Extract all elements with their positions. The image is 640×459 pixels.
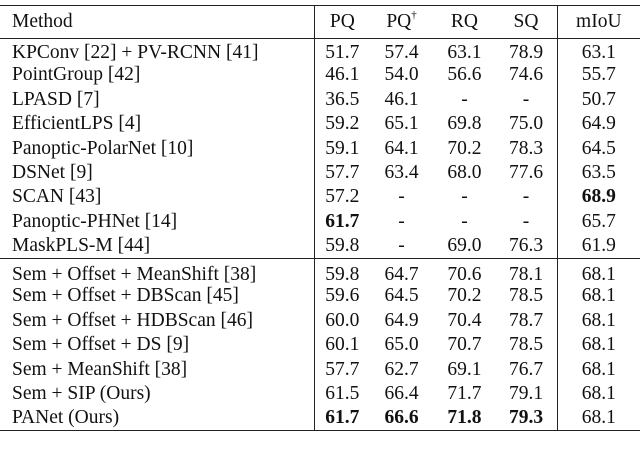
pq-cell: 57.7 [315, 357, 370, 381]
header-miou: mIoU [557, 6, 640, 39]
method-cell: DSNet [9] [12, 161, 93, 183]
table-row [0, 87, 640, 111]
dagger-mark: † [411, 9, 417, 22]
header-rq: RQ [433, 6, 495, 39]
method-cell: Panoptic-PHNet [14] [12, 210, 178, 232]
method-cell: Sem + Offset + DBScan [45] [12, 285, 239, 307]
miou-cell: 64.5 [557, 136, 640, 160]
miou-cell: 68.1 [557, 258, 640, 284]
pq-dagger-cell: 64.1 [384, 137, 419, 159]
pq-dagger-cell: 62.7 [384, 358, 419, 380]
sq-cell: 78.1 [495, 258, 557, 284]
rq-cell: 56.6 [447, 64, 482, 86]
miou-cell: 64.9 [557, 112, 640, 136]
rq-cell: 69.0 [433, 234, 495, 258]
sq-cell: 79.3 [495, 406, 557, 430]
header-method: Method [0, 6, 315, 39]
results-table [0, 5, 640, 431]
header-pq: PQ [315, 6, 370, 39]
table-group-prior-methods [0, 39, 640, 259]
sq-cell: 78.9 [508, 41, 544, 63]
rq-cell: 70.6 [433, 258, 495, 284]
miou-cell: 68.1 [557, 333, 640, 357]
miou-cell: 65.7 [557, 209, 640, 233]
rq-cell: 70.4 [447, 309, 482, 331]
miou-cell: 68.1 [557, 284, 640, 308]
method-cell: SCAN [43] [12, 186, 102, 208]
miou-cell: 50.7 [557, 87, 640, 111]
rq-cell: 70.2 [447, 137, 482, 159]
miou-cell: 55.7 [557, 63, 640, 87]
table-row [0, 39, 640, 63]
pq-dagger-cell: 66.6 [370, 406, 434, 430]
rq-cell: 69.8 [447, 113, 482, 135]
miou-cell: 68.1 [557, 406, 640, 430]
rq-cell: 70.7 [447, 334, 482, 356]
table-row [0, 136, 640, 160]
pq-cell: 57.7 [315, 160, 370, 184]
pq-cell: 59.8 [315, 258, 370, 284]
header-pq-dagger [370, 6, 434, 39]
pq-dagger-cell: - [370, 234, 434, 258]
table-row [0, 284, 640, 308]
table-row [0, 209, 640, 233]
method-cell: Sem + MeanShift [38] [12, 358, 188, 380]
method-cell: PANet (Ours) [0, 406, 315, 430]
pq-cell: 46.1 [315, 63, 370, 87]
pq-cell: 61.5 [315, 382, 370, 406]
pq-dagger-cell: 57.4 [384, 41, 419, 63]
pq-dagger-cell: 64.9 [384, 309, 419, 331]
table-group-ablation-methods [0, 258, 640, 430]
table-row [0, 406, 640, 430]
miou-cell: 61.9 [557, 234, 640, 258]
pq-cell: 60.1 [315, 333, 370, 357]
pq-cell: 59.2 [315, 112, 370, 136]
rq-cell: - [461, 88, 468, 110]
rq-cell: 70.2 [447, 285, 482, 307]
method-cell: LPASD [7] [12, 88, 100, 110]
miou-cell: 68.9 [557, 185, 640, 209]
pq-cell: 59.1 [315, 136, 370, 160]
miou-cell: 68.1 [557, 382, 640, 406]
table-row [0, 258, 640, 284]
rq-cell: - [461, 186, 468, 208]
pq-cell: 59.8 [315, 234, 370, 258]
miou-cell: 68.1 [557, 357, 640, 381]
method-cell: Sem + Offset + MeanShift [38] [0, 258, 315, 284]
sq-cell: 74.6 [508, 64, 544, 86]
sq-cell: - [522, 210, 530, 232]
pq-cell: 59.6 [315, 284, 370, 308]
sq-cell: 76.7 [508, 358, 544, 380]
method-cell: Sem + Offset + HDBScan [46] [12, 309, 253, 331]
sq-cell: - [522, 88, 530, 110]
pq-dagger-cell: - [398, 210, 405, 232]
method-cell: EfficientLPS [4] [12, 113, 142, 135]
pq-cell: 60.0 [315, 308, 370, 332]
pq-cell: 61.7 [315, 209, 370, 233]
header-sq: SQ [495, 6, 557, 39]
sq-cell: 78.5 [508, 285, 544, 307]
table-row [0, 234, 640, 258]
miou-cell: 63.5 [557, 160, 640, 184]
rq-cell: - [461, 210, 468, 232]
method-cell: KPConv [22] + PV-RCNN [41] [12, 41, 259, 63]
table-row [0, 382, 640, 406]
rq-cell: 71.8 [433, 406, 495, 430]
method-cell: MaskPLS-M [44] [0, 234, 315, 258]
sq-cell: 78.5 [508, 334, 544, 356]
sq-cell: 75.0 [508, 113, 544, 135]
method-cell: Sem + SIP (Ours) [12, 383, 151, 405]
rq-cell: 63.1 [447, 41, 482, 63]
pq-cell: 57.2 [315, 185, 370, 209]
table-row [0, 112, 640, 136]
pq-dagger-cell: 64.7 [370, 258, 434, 284]
header-row [0, 6, 640, 39]
miou-cell: 63.1 [557, 39, 640, 63]
method-cell: PointGroup [42] [12, 64, 141, 86]
pq-dagger-cell: 54.0 [384, 64, 419, 86]
miou-cell: 68.1 [557, 308, 640, 332]
table-row [0, 160, 640, 184]
pq-dagger-cell: 63.4 [384, 161, 419, 183]
sq-cell: 78.7 [508, 309, 544, 331]
table-row [0, 63, 640, 87]
pq-cell: 36.5 [315, 87, 370, 111]
table-row [0, 357, 640, 381]
header-pq-dagger-base: PQ [386, 11, 412, 33]
rq-cell: 69.1 [447, 358, 482, 380]
pq-cell: 61.7 [315, 406, 370, 430]
sq-cell: 77.6 [508, 161, 544, 183]
sq-cell: 76.3 [495, 234, 557, 258]
pq-dagger-cell: 46.1 [384, 88, 419, 110]
pq-dagger-cell: - [398, 186, 405, 208]
pq-dagger-cell: 65.1 [384, 113, 419, 135]
pq-dagger-cell: 65.0 [384, 334, 419, 356]
pq-cell: 51.7 [315, 39, 370, 63]
rq-cell: 68.0 [447, 161, 482, 183]
table-row [0, 185, 640, 209]
pq-dagger-cell: 64.5 [384, 285, 419, 307]
pq-dagger-cell: 66.4 [384, 383, 419, 405]
method-cell: Panoptic-PolarNet [10] [12, 137, 194, 159]
method-cell: Sem + Offset + DS [9] [12, 334, 190, 356]
sq-cell: - [522, 186, 530, 208]
rq-cell: 71.7 [447, 383, 482, 405]
sq-cell: 79.1 [508, 383, 544, 405]
sq-cell: 78.3 [508, 137, 544, 159]
table-row [0, 308, 640, 332]
table-row [0, 333, 640, 357]
